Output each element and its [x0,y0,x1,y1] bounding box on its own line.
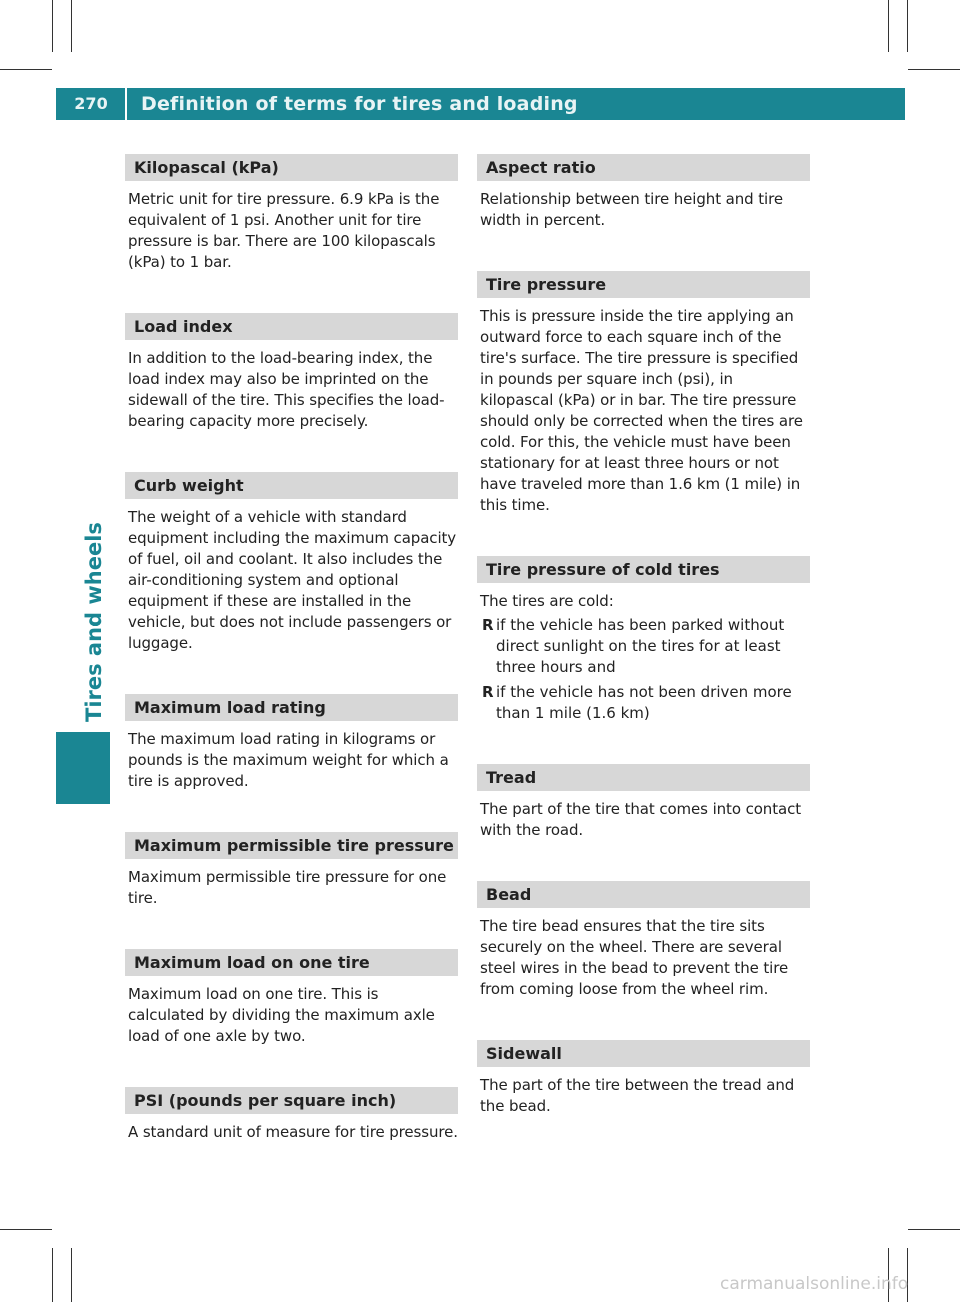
page-title: Definition of terms for tires and loading [141,93,578,115]
list-item [480,682,810,724]
section-text: A standard unit of measure for tire pressure. [128,1123,458,1141]
crop-mark [0,69,52,70]
section-text: The tires are cold: [480,592,614,610]
page-number: 270 [74,94,108,113]
section-heading: PSI (pounds per square inch) [125,1087,458,1114]
crop-mark [907,0,908,52]
section-heading: Maximum load on one tire [125,949,458,976]
watermark[interactable]: carmanualsonline.info [720,1274,909,1294]
section-heading: Kilopascal (kPa) [125,154,458,181]
section-heading: Load index [125,313,458,340]
crop-mark [908,1229,960,1230]
definition-bead [477,881,810,1000]
section-heading: Curb weight [125,472,458,499]
definition-curb-weight [125,472,458,654]
crop-mark [908,69,960,70]
section-text: Metric unit for tire pressure. 6.9 kPa is the equivalent of 1 psi. Another unit for tire pressure is bar. There are 100 kilopascals (kPa) to 1 bar. [128,190,440,271]
chapter-tab-marker [56,732,110,804]
crop-mark [52,0,53,52]
definition-max-load-one-tire [125,949,458,1047]
list-item-text: if the vehicle has not been driven more than 1 mile (1.6 km) [496,683,792,722]
section-heading: Sidewall [477,1040,810,1067]
crop-mark [888,0,889,52]
section-text: Maximum load on one tire. This is calculated by dividing the maximum axle load of one axle by two. [128,985,435,1045]
definition-kilopascal [125,154,458,273]
section-text: The maximum load rating in kilograms or pounds is the maximum weight for which a tire is approved. [128,730,449,790]
section-text: The part of the tire that comes into contact with the road. [480,800,802,839]
section-text: The weight of a vehicle with standard equipment including the maximum capacity of fuel, oil and coolant. It also includes the air-conditioning system and optional equipment if these are installed in the vehicle, but does not include passengers or luggage. [128,508,457,652]
section-heading: Aspect ratio [477,154,810,181]
right-column [477,154,810,1157]
header-divider [125,88,127,120]
bullet-list [480,615,810,724]
list-item-text: if the vehicle has been parked without direct sunlight on the tires for at least three hours and [496,616,785,676]
definition-load-index [125,313,458,432]
crop-mark [52,1248,53,1302]
definition-psi [125,1087,458,1143]
section-text: Maximum permissible tire pressure for one tire. [128,868,447,907]
crop-mark [71,0,72,52]
section-text: The tire bead ensures that the tire sits securely on the wheel. There are several steel wires in the bead to prevent the tire from coming loose from the wheel rim. [480,917,789,998]
chapter-tab-label: Tires and wheels [82,522,106,722]
list-item [480,615,810,678]
definition-cold-tires [477,556,810,724]
section-text: In addition to the load-bearing index, the load index may also be imprinted on the sidewall of the tire. This specifies the load-bearing capacity more precisely. [128,349,445,430]
section-heading: Maximum load rating [125,694,458,721]
crop-mark [71,1248,72,1302]
section-text: Relationship between tire height and tire width in percent. [480,190,783,229]
bullet-icon: R [482,616,494,634]
section-text: The part of the tire between the tread and the bead. [480,1076,795,1115]
definition-max-permissible-pressure [125,832,458,909]
section-text: This is pressure inside the tire applying an outward force to each square inch of the tire's surface. The tire pressure is specified in pounds per square inch (psi), in kilopascal (kPa) or in bar. The tire pressure should only be corrected when the tires are cold. For this, the vehicle must have been stationary for at least three hours or not have traveled more than 1.6 km (1 mile) in this time. [480,307,803,514]
crop-mark [0,1229,52,1230]
section-heading: Tire pressure of cold tires [477,556,810,583]
section-heading: Tread [477,764,810,791]
section-heading: Tire pressure [477,271,810,298]
section-heading: Bead [477,881,810,908]
left-column [125,154,458,1183]
section-heading: Maximum permissible tire pressure [125,832,458,859]
bullet-icon: R [482,683,494,701]
definition-maximum-load-rating [125,694,458,792]
definition-tire-pressure [477,271,810,516]
definition-sidewall [477,1040,810,1117]
definition-aspect-ratio [477,154,810,231]
definition-tread [477,764,810,841]
